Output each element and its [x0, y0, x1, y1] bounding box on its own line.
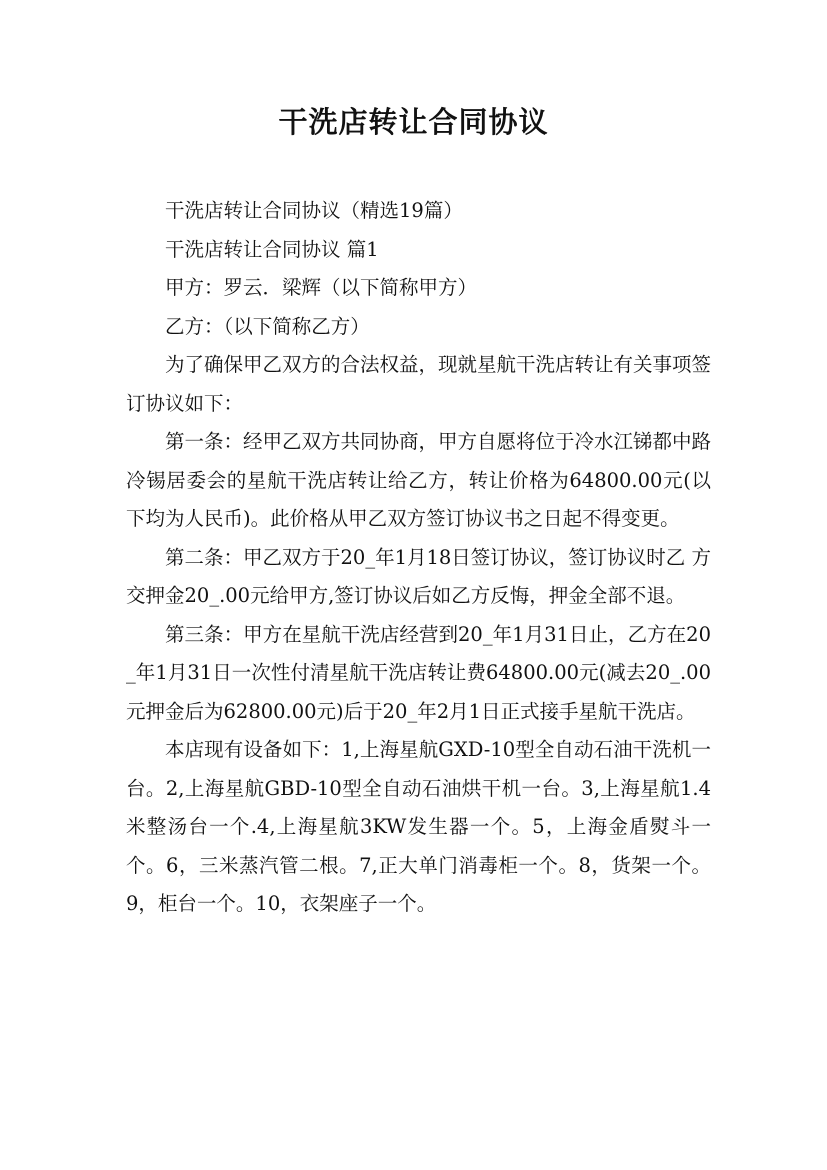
paragraph-article-3: 第三条：甲方在星航干洗店经营到20_年1月31日止，乙方在20_年1月31日一次性付清星航干洗店转让费64800.00元(减去20_.00元押金后为62800.00元)后于20_年2月1日正式接手星航干洗店。: [126, 622, 711, 723]
document-body: [126, 192, 711, 924]
paragraph-section-heading: 干洗店转让合同协议 篇1: [165, 237, 379, 261]
document-title: 干洗店转让合同协议: [278, 105, 549, 139]
paragraph-party-b: 乙方：（以下简称乙方）: [165, 314, 370, 338]
paragraph-subtitle: 干洗店转让合同协议（精选19篇）: [165, 199, 463, 222]
paragraph-equipment-list: 本店现有设备如下：1,上海星航GXD-10型全自动石油干洗机一台。2,上海星航GBD-10型全自动石油烘干机一台。3,上海星航1.4米整汤台一个.4,上海星航3KW发生器一个。5，上海金盾熨斗一个。6，三米蒸汽管二根。7,正大单门消毒柜一个。8，货架一个。9，柜台一个。10，衣架座子一个。: [126, 738, 711, 915]
paragraph-party-a: 甲方：罗云．梁辉（以下简称甲方）: [165, 276, 478, 299]
paragraph-article-2: 第二条：甲乙双方于20_年1月18日签订协议，签订协议时乙 方交押金20_.00元给甲方,签订协议后如乙方反悔，押金全部不退。: [126, 545, 711, 607]
paragraph-article-1: 第一条：经甲乙双方共同协商，甲方自愿将位于冷水江锑都中路冷锡居委会的星航干洗店转让给乙方，转让价格为64800.00元(以下均为人民币)。此价格从甲乙双方签订协议书之日起不得变更。: [126, 430, 712, 530]
paragraph-preamble: 为了确保甲乙双方的合法权益，现就星航干洗店转让有关事项签订协议如下：: [126, 353, 712, 415]
